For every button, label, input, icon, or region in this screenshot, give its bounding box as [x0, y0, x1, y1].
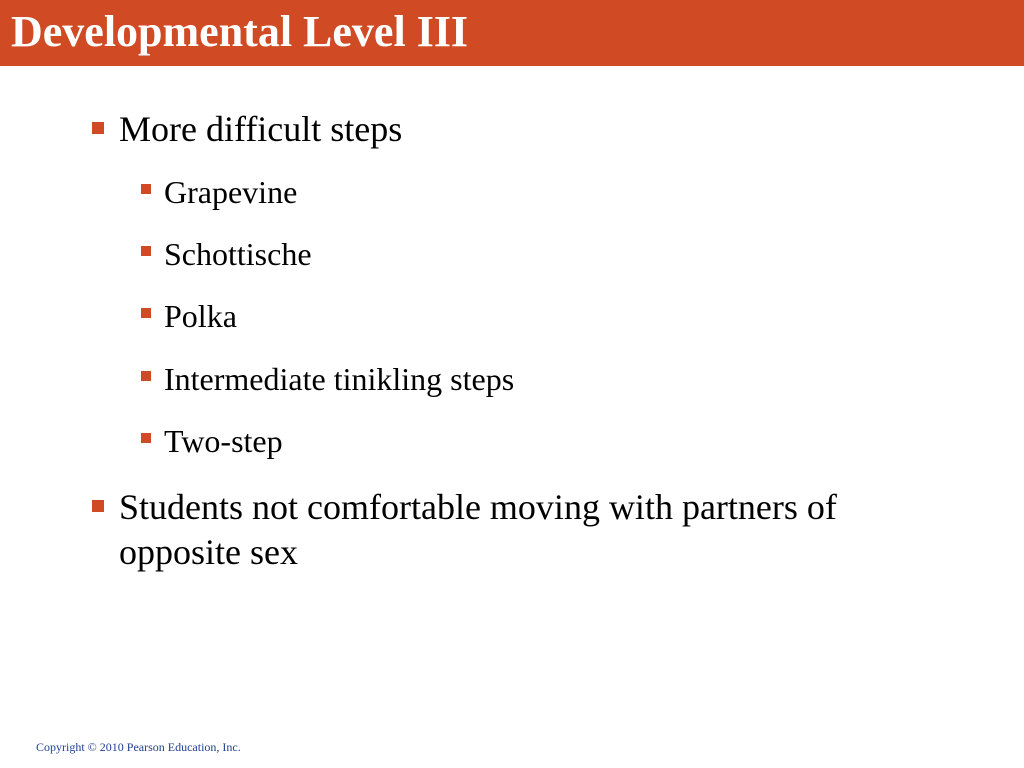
bullet-item-line: Students not comfortable moving with partners of	[119, 487, 837, 527]
square-bullet-icon	[141, 371, 151, 381]
copyright-footer: Copyright © 2010 Pearson Education, Inc.	[36, 740, 241, 754]
square-bullet-icon	[141, 308, 151, 318]
square-bullet-icon	[141, 246, 151, 256]
slide-title: Developmental Level III	[11, 7, 469, 56]
sub-bullet-item: Polka	[164, 298, 237, 334]
square-bullet-icon	[92, 500, 104, 512]
sub-bullet-item: Two-step	[164, 423, 283, 459]
square-bullet-icon	[141, 433, 151, 443]
sub-bullet-item: Schottische	[164, 236, 312, 272]
sub-bullet-item: Intermediate tinikling steps	[164, 361, 515, 397]
sub-bullet-item: Grapevine	[164, 174, 298, 210]
bullet-item: More difficult steps	[119, 109, 403, 149]
square-bullet-icon	[92, 122, 104, 134]
square-bullet-icon	[141, 184, 151, 194]
bullet-item-line: opposite sex	[119, 532, 298, 572]
